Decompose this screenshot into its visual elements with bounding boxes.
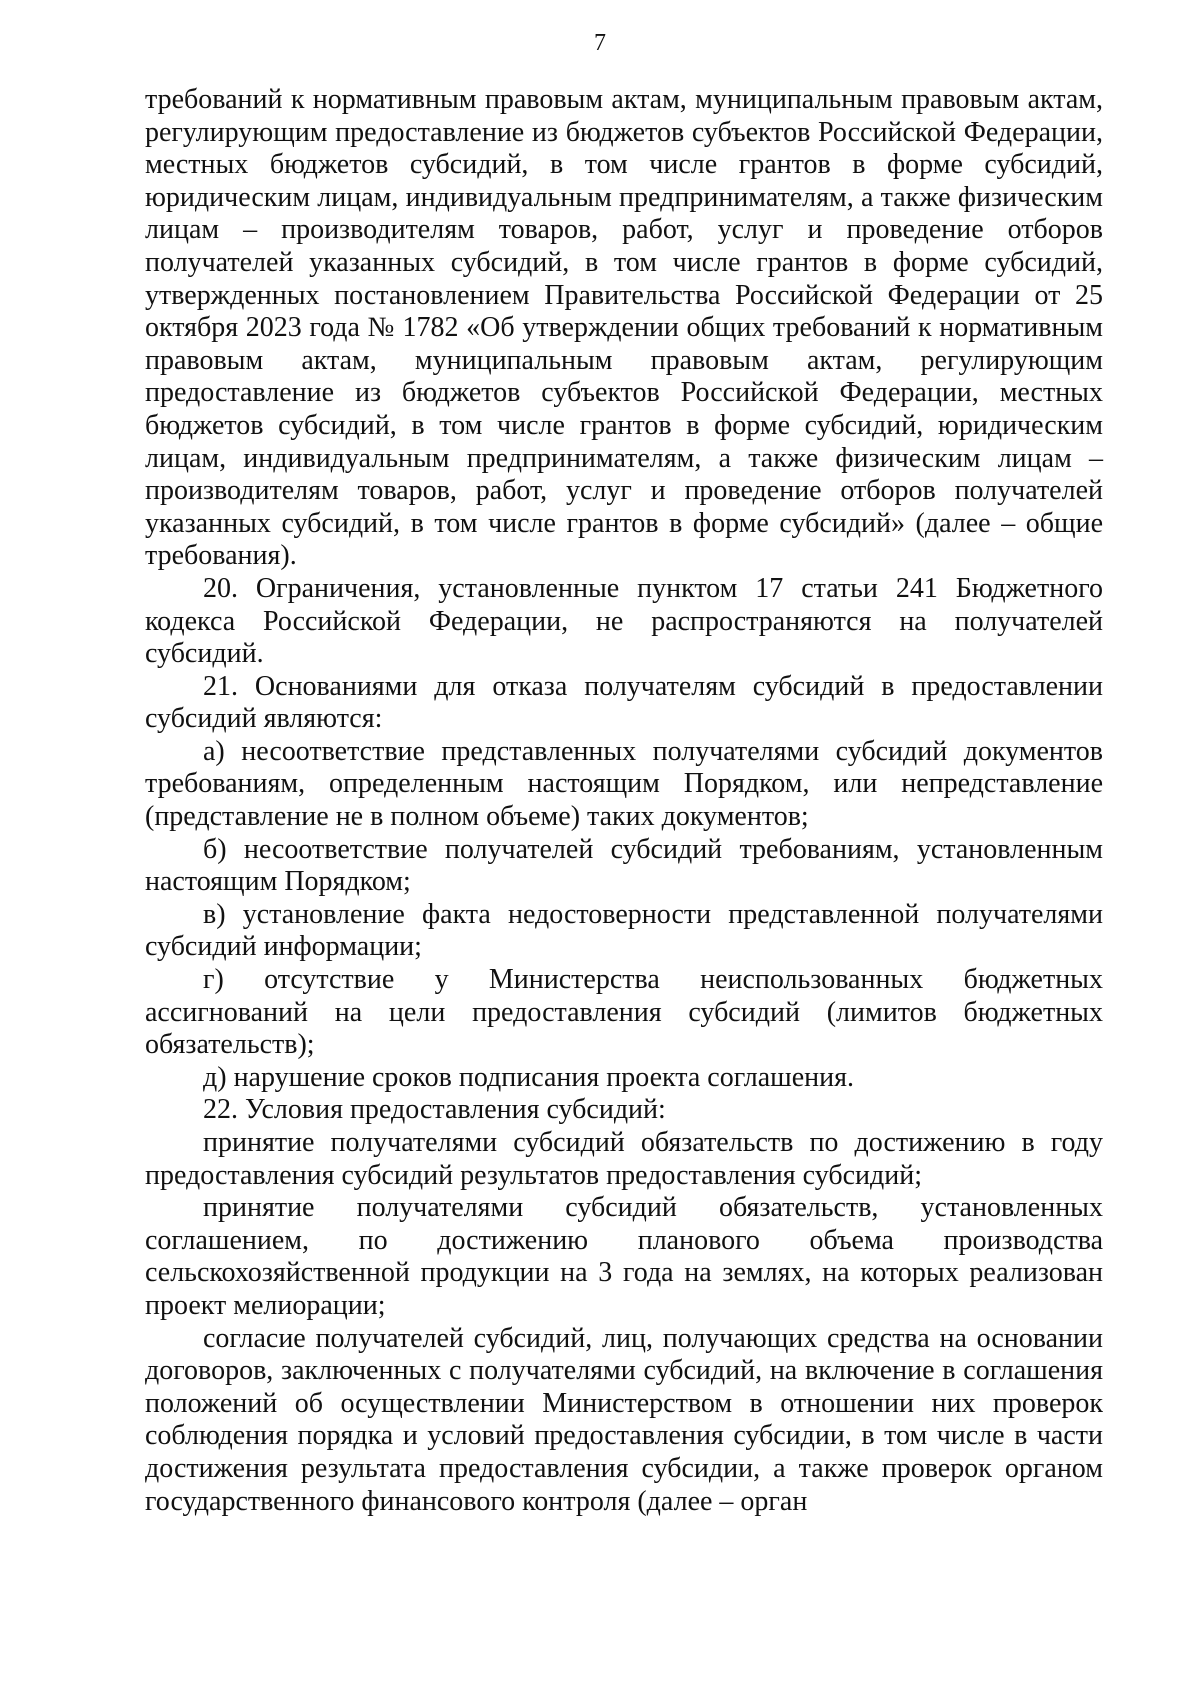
paragraph-condition-production: принятие получателями субсидий обязательств, установленных соглашением, по достижению планового объема производства сельскохозяйственной продукции на 3 года на землях, на которых реализован проект мелиорации; xyxy=(145,1192,1103,1321)
paragraph-clause-21-b: б) несоответствие получателей субсидий требованиям, установленным настоящим Порядком; xyxy=(145,833,1103,898)
paragraph-clause-21-a: а) несоответствие представленных получателями субсидий документов требованиям, определенным настоящим Порядком, или непредставление (представление не в полном объеме) таких документов; xyxy=(145,735,1103,833)
paragraph-clause-21-v: в) установление факта недостоверности представленной получателями субсидий информации; xyxy=(145,898,1103,963)
paragraph-clause-21-g: г) отсутствие у Министерства неиспользованных бюджетных ассигнований на цели предоставления субсидий (лимитов бюджетных обязательств); xyxy=(145,964,1103,1061)
paragraph-clause-21: 21. Основаниями для отказа получателям субсидий в предоставлении субсидий являются: xyxy=(145,670,1103,735)
paragraph-general-requirements: требований к нормативным правовым актам, муниципальным правовым актам, регулирующим предоставление из бюджетов субъектов Российской Федерации, местных бюджетов субсидий, в том числе грантов в форме субсидий, юридическим лицам, индивидуальным предпринимателям, а также физическим лицам – производителям товаров, работ, услуг и проведение отборов получателей указанных субсидий, в том числе грантов в форме субсидий, утвержденных постановлением Правительства Российской Федерации от 25 октября 2023 года № 1782 «Об утверждении общих требований к нормативным правовым актам, муниципальным правовым актам, регулирующим предоставление из бюджетов субъектов Российской Федерации, местных бюджетов субсидий, в том числе грантов в форме субсидий, юридическим лицам, индивидуальным предпринимателям, а также физическим лицам – производителям товаров, работ, услуг и проведение отборов получателей указанных субсидий, в том числе грантов в форме субсидий» (далее – общие требования). xyxy=(145,84,1103,572)
page-number: 7 xyxy=(594,30,606,56)
paragraph-clause-21-d: д) нарушение сроков подписания проекта соглашения. xyxy=(203,1061,854,1093)
paragraph-clause-22: 22. Условия предоставления субсидий: xyxy=(203,1094,666,1126)
document-body xyxy=(145,84,1103,1518)
paragraph-clause-20: 20. Ограничения, установленные пунктом 17 статьи 241 Бюджетного кодекса Российской Федерации, не распространяются на получателей субсидий. xyxy=(145,572,1103,670)
paragraph-condition-results: принятие получателями субсидий обязательств по достижению в году предоставления субсидий результатов предоставления субсидий; xyxy=(145,1127,1103,1191)
paragraph-condition-consent: согласие получателей субсидий, лиц, получающих средства на основании договоров, заключенных с получателями субсидий, на включение в соглашения положений об осуществлении Министерством в отношении них проверок соблюдения порядка и условий предоставления субсидии, в том числе в части достижения результата предоставления субсидии, а также проверок органом государственного финансового контроля (далее – орган xyxy=(145,1322,1103,1517)
